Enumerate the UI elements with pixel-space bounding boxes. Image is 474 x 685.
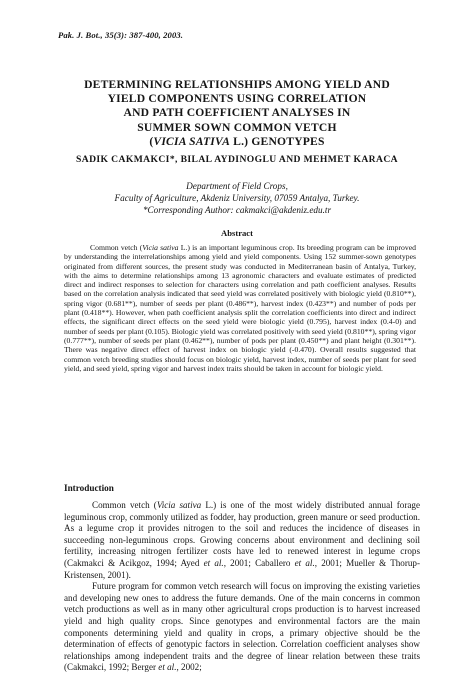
citation-etal: et al.	[294, 557, 315, 568]
title-line: DETERMINING RELATIONSHIPS AMONG YIELD AND	[84, 78, 390, 91]
body-text: , 2002;	[176, 662, 202, 673]
body-text: L.) is one of the most widely distributed annual forage leguminous crop, commonly utilized as fodder, hay production, green manure or seed production. As a legume crop it provides nitrogen to the soil and reduces the incidence of diseases in succeeding non-leguminous crops. Growing concerns about environment and declining soil fertility, increasing nitrogen fertilizer costs have led to renewed interest in legume crops (Cakmakci & Acikgoz, 1994; Ayed	[64, 500, 420, 568]
paper-title	[28, 78, 446, 149]
introduction-body	[64, 500, 420, 674]
body-text: Common vetch (	[92, 500, 157, 510]
affiliation-faculty: Faculty of Agriculture, Akdeniz University, 07059 Antalya, Turkey.	[114, 192, 360, 203]
intro-paragraph-2	[64, 581, 420, 674]
abstract-text: Common vetch (	[90, 243, 143, 252]
body-text: , 2001; Mueller & Thorup-Kristensen, 2001).	[64, 557, 420, 580]
citation-etal: et al.	[203, 557, 224, 568]
author-list: SADIK CAKMAKCI*, BILAL AYDINOGLU AND MEHMET KARACA	[76, 154, 398, 165]
abstract-text: L.) is an important leguminous crop. Its breeding program can be improved by understanding the interrelationships among yield and yield components. Using 152 summer-sown genotypes originated from different sources, the present study was conducted in Mediterranean basin of Antalya, Turkey, with the aims to determine relationships among 13 agronomic characters and evaluate estimates of predicted direct and indirect responses to selection for characters using correlation and path coefficient analyses. Results based on the correlation analysis indicated that seed yield was correlated positively with biologic yield (0.810**), spring vigor (0.681**), number of seeds per plant (0.486**), harvest index (0.423**) and number of pods per plant (0.418**). However, when path coefficient analysis split the correlation coefficients into direct and indirect effects, the significant direct effects on the seed yield were biologic yield (0.795), harvest index (0.4‐0) and number of seeds per plant (0.105). Biologic yield was correlated positively with seed yield (0.810**), spring vigor (0.777**), number of seeds per plant (0.462**), number of pods per plant (0.450**) and plant height (0.301**). There was negative direct effect of harvest index on biologic yield (-0.470). Overall results suggested that common vetch breeding studies should focus on biologic yield, harvest index, number of seeds per plant for seed yield, and seed yield, spring vigor and harvest index traits should be taken in account for biologic yield.	[64, 243, 417, 373]
body-text: Future program for common vetch research will focus on improving the existing varieties and developing new ones to address the future demands. One of the main concerns in common vetch productions as well as in many other agricultural crops production is to harvest increased yield and high quality crops. Since genotypes and environmental factors are the main components determining yield and quality in crops, a primary objective should be the determination of effects of genotypic factors in selection. Correlation coefficient analyses show relationships among independent traits and the degree of linear relation between these traits (Cakmakci, 1992; Berger	[64, 581, 420, 673]
title-tail: L.) GENOTYPES	[230, 134, 325, 148]
intro-paragraph-1	[64, 500, 420, 581]
abstract-paragraph	[64, 243, 416, 373]
abstract-species: Vicia sativa	[142, 243, 179, 252]
title-line: SUMMER SOWN COMMON VETCH	[137, 120, 337, 134]
title-line: YIELD COMPONENTS USING CORRELATION	[107, 92, 367, 106]
title-species: VICIA SATIVA	[153, 134, 231, 148]
affiliation	[28, 181, 446, 216]
abstract-heading: Abstract	[221, 228, 253, 238]
abstract-body	[64, 243, 416, 373]
affiliation-department: Department of Field Crops,	[186, 181, 288, 191]
body-text: , 2001; Caballero	[223, 557, 295, 568]
journal-reference: Pak. J. Bot., 35(3): 387-400, 2003.	[58, 30, 183, 40]
citation-etal: et al.	[158, 662, 177, 673]
corresponding-author: *Corresponding Author: cakmakci@akdeniz.edu.tr	[142, 204, 332, 215]
body-species: Vicia sativa	[156, 500, 202, 510]
introduction-heading: Introduction	[64, 483, 114, 493]
title-line: AND PATH COEFFICIENT ANALYSES IN	[123, 106, 351, 120]
title-line	[28, 135, 446, 149]
title-paren: (	[149, 134, 154, 148]
